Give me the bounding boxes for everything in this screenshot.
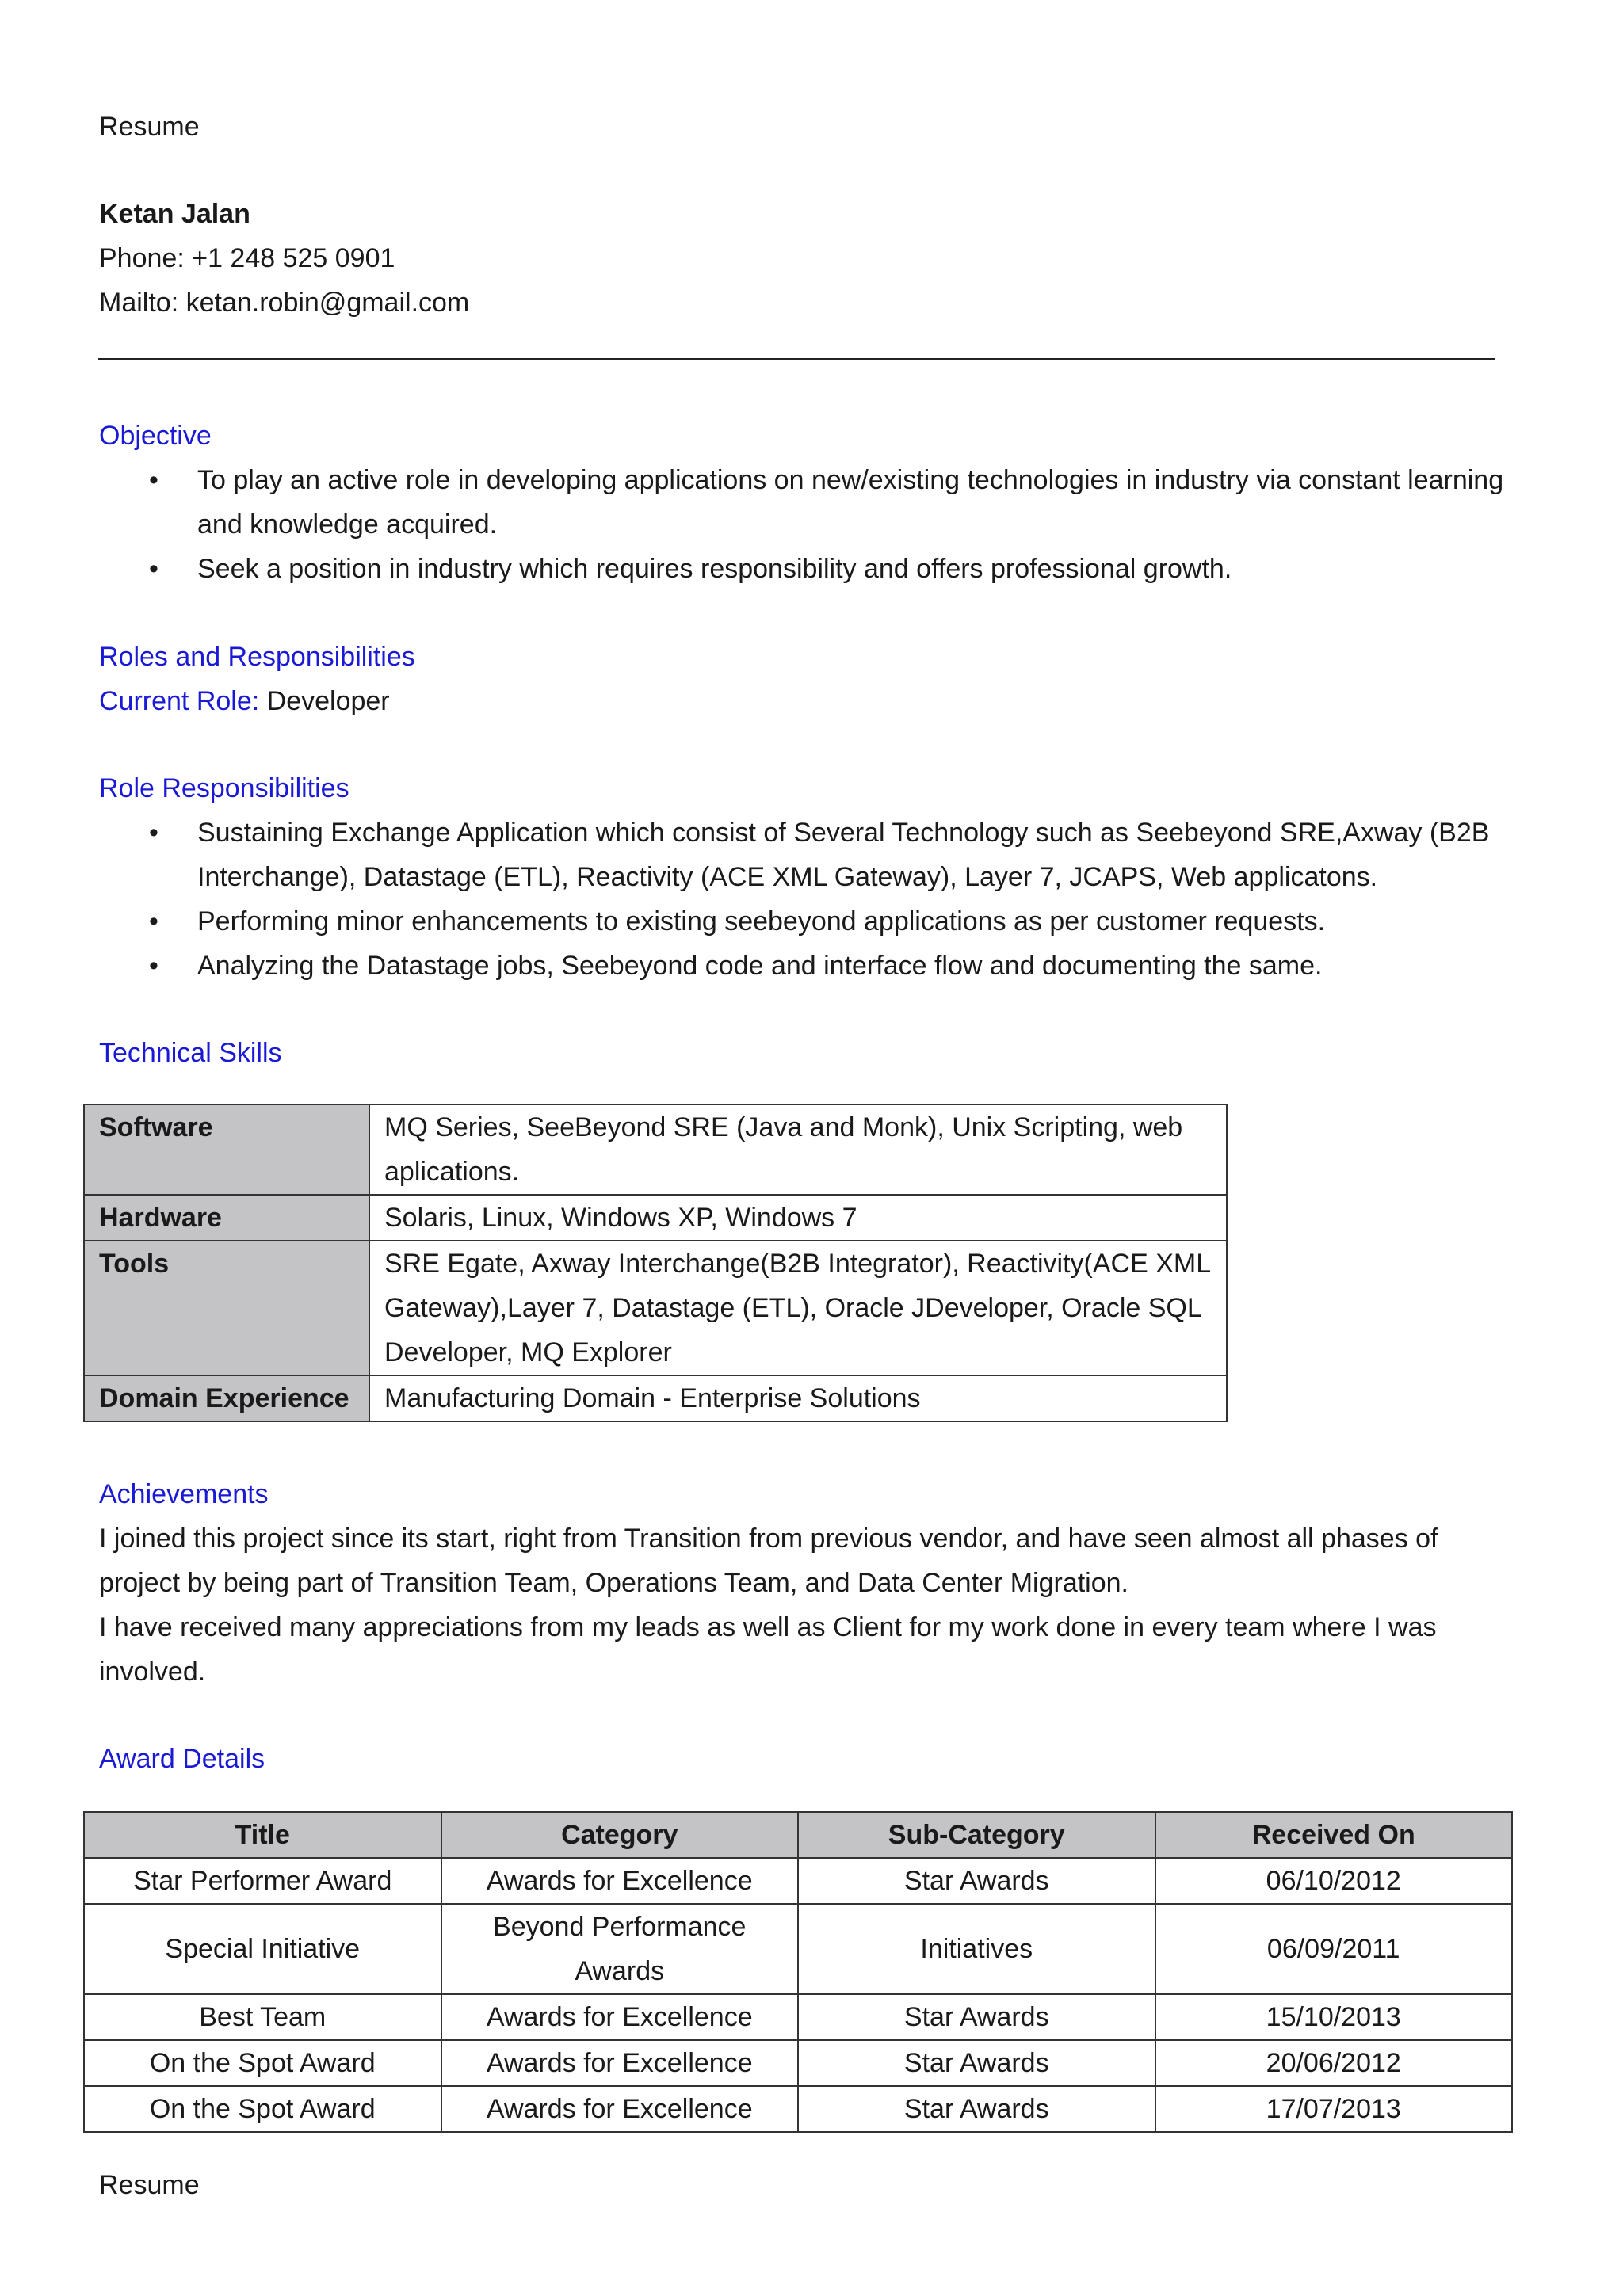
award-title: On the Spot Award [84, 2040, 441, 2086]
current-role-label: Current Role: [99, 686, 260, 716]
skill-value: Manufacturing Domain - Enterprise Solutions [369, 1375, 1227, 1421]
table-row [84, 1375, 1227, 1421]
list-item: • Performing minor enhancements to existing seebeyond applications as per customer requests. [99, 899, 1541, 944]
table-row [84, 2040, 1512, 2086]
table-row [84, 1858, 1512, 1904]
award-category: Awards for Excellence [441, 1858, 799, 1904]
column-header: Sub-Category [798, 1812, 1155, 1858]
phone-line: Phone: +1 248 525 0901 [99, 243, 395, 273]
award-date: 17/07/2013 [1155, 2086, 1513, 2132]
skill-value: MQ Series, SeeBeyond SRE (Java and Monk), Unix Scripting, web aplications. [369, 1104, 1227, 1195]
award-title: Special Initiative [84, 1904, 441, 1994]
table-header-row [84, 1812, 1512, 1858]
doc-title: Resume [99, 112, 200, 142]
table-row [84, 1104, 1227, 1195]
award-details-heading: Award Details [99, 1744, 265, 1774]
table-row [84, 2086, 1512, 2132]
bullet-icon: • [149, 906, 158, 936]
table-row [84, 1241, 1227, 1375]
skill-value: Solaris, Linux, Windows XP, Windows 7 [369, 1195, 1227, 1241]
table-row [84, 1994, 1512, 2040]
technical-skills-heading: Technical Skills [99, 1038, 282, 1068]
award-category: Beyond Performance Awards [441, 1904, 799, 1994]
email-line: Mailto: ketan.robin@gmail.com [99, 288, 470, 318]
award-category: Awards for Excellence [441, 2040, 799, 2086]
award-subcategory: Star Awards [798, 2040, 1155, 2086]
current-role [99, 679, 390, 723]
table-row [84, 1195, 1227, 1241]
column-header: Category [441, 1812, 799, 1858]
achievements-paragraph-2: I have received many appreciations from my leads as well as Client for my work done in every team where I was involved. [99, 1612, 1437, 1687]
bullet-icon: • [149, 818, 158, 848]
objective-heading: Objective [99, 421, 212, 451]
award-subcategory: Initiatives [798, 1904, 1155, 1994]
award-date: 06/10/2012 [1155, 1858, 1513, 1904]
skill-label: Software [84, 1104, 369, 1195]
award-title: Best Team [84, 1994, 441, 2040]
skill-label: Domain Experience [84, 1375, 369, 1421]
award-details-table [83, 1811, 1513, 2133]
award-subcategory: Star Awards [798, 1858, 1155, 1904]
award-category: Awards for Excellence [441, 1994, 799, 2040]
list-item: • Sustaining Exchange Application which consist of Several Technology such as Seebeyond SRE,Axway (B2B Interchange), Datastage (ETL), Reactivity (ACE XML Gateway), Layer 7, JCAPS, Web applicatons. [99, 810, 1541, 899]
header-divider [98, 358, 1495, 360]
bullet-icon: • [149, 951, 158, 981]
footer-doc-title: Resume [99, 2170, 200, 2200]
bullet-icon: • [149, 465, 158, 495]
skill-value: SRE Egate, Axway Interchange(B2B Integrator), Reactivity(ACE XML Gateway),Layer 7, Datastage (ETL), Oracle JDeveloper, Oracle SQL Developer, MQ Explorer [369, 1241, 1227, 1375]
current-role-value: Developer [266, 686, 390, 716]
list-item: • Analyzing the Datastage jobs, Seebeyond code and interface flow and documenting the same. [99, 944, 1541, 988]
table-row [84, 1904, 1512, 1994]
candidate-name: Ketan Jalan [99, 199, 250, 229]
technical-skills-table [83, 1104, 1228, 1422]
list-item: • To play an active role in developing applications on new/existing technologies in industry via constant learning and knowledge acquired. [99, 458, 1541, 547]
award-date: 20/06/2012 [1155, 2040, 1513, 2086]
responsibilities-list [99, 810, 1541, 988]
award-title: On the Spot Award [84, 2086, 441, 2132]
award-title: Star Performer Award [84, 1858, 441, 1904]
column-header: Title [84, 1812, 441, 1858]
achievements-paragraph-1: I joined this project since its start, right from Transition from previous vendor, and have seen almost all phases of project by being part of Transition Team, Operations Team, and Data Center Migration. [99, 1524, 1438, 1598]
role-responsibilities-heading: Role Responsibilities [99, 773, 349, 803]
objective-list [99, 458, 1541, 591]
list-item: • Seek a position in industry which requires responsibility and offers professional growth. [99, 547, 1541, 591]
skill-label: Hardware [84, 1195, 369, 1241]
award-date: 06/09/2011 [1155, 1904, 1513, 1994]
award-date: 15/10/2013 [1155, 1994, 1513, 2040]
roles-heading: Roles and Responsibilities [99, 642, 415, 672]
award-subcategory: Star Awards [798, 2086, 1155, 2132]
skill-label: Tools [84, 1241, 369, 1375]
column-header: Received On [1155, 1812, 1513, 1858]
achievements-heading: Achievements [99, 1479, 269, 1509]
bullet-icon: • [149, 554, 158, 584]
award-category: Awards for Excellence [441, 2086, 799, 2132]
award-subcategory: Star Awards [798, 1994, 1155, 2040]
